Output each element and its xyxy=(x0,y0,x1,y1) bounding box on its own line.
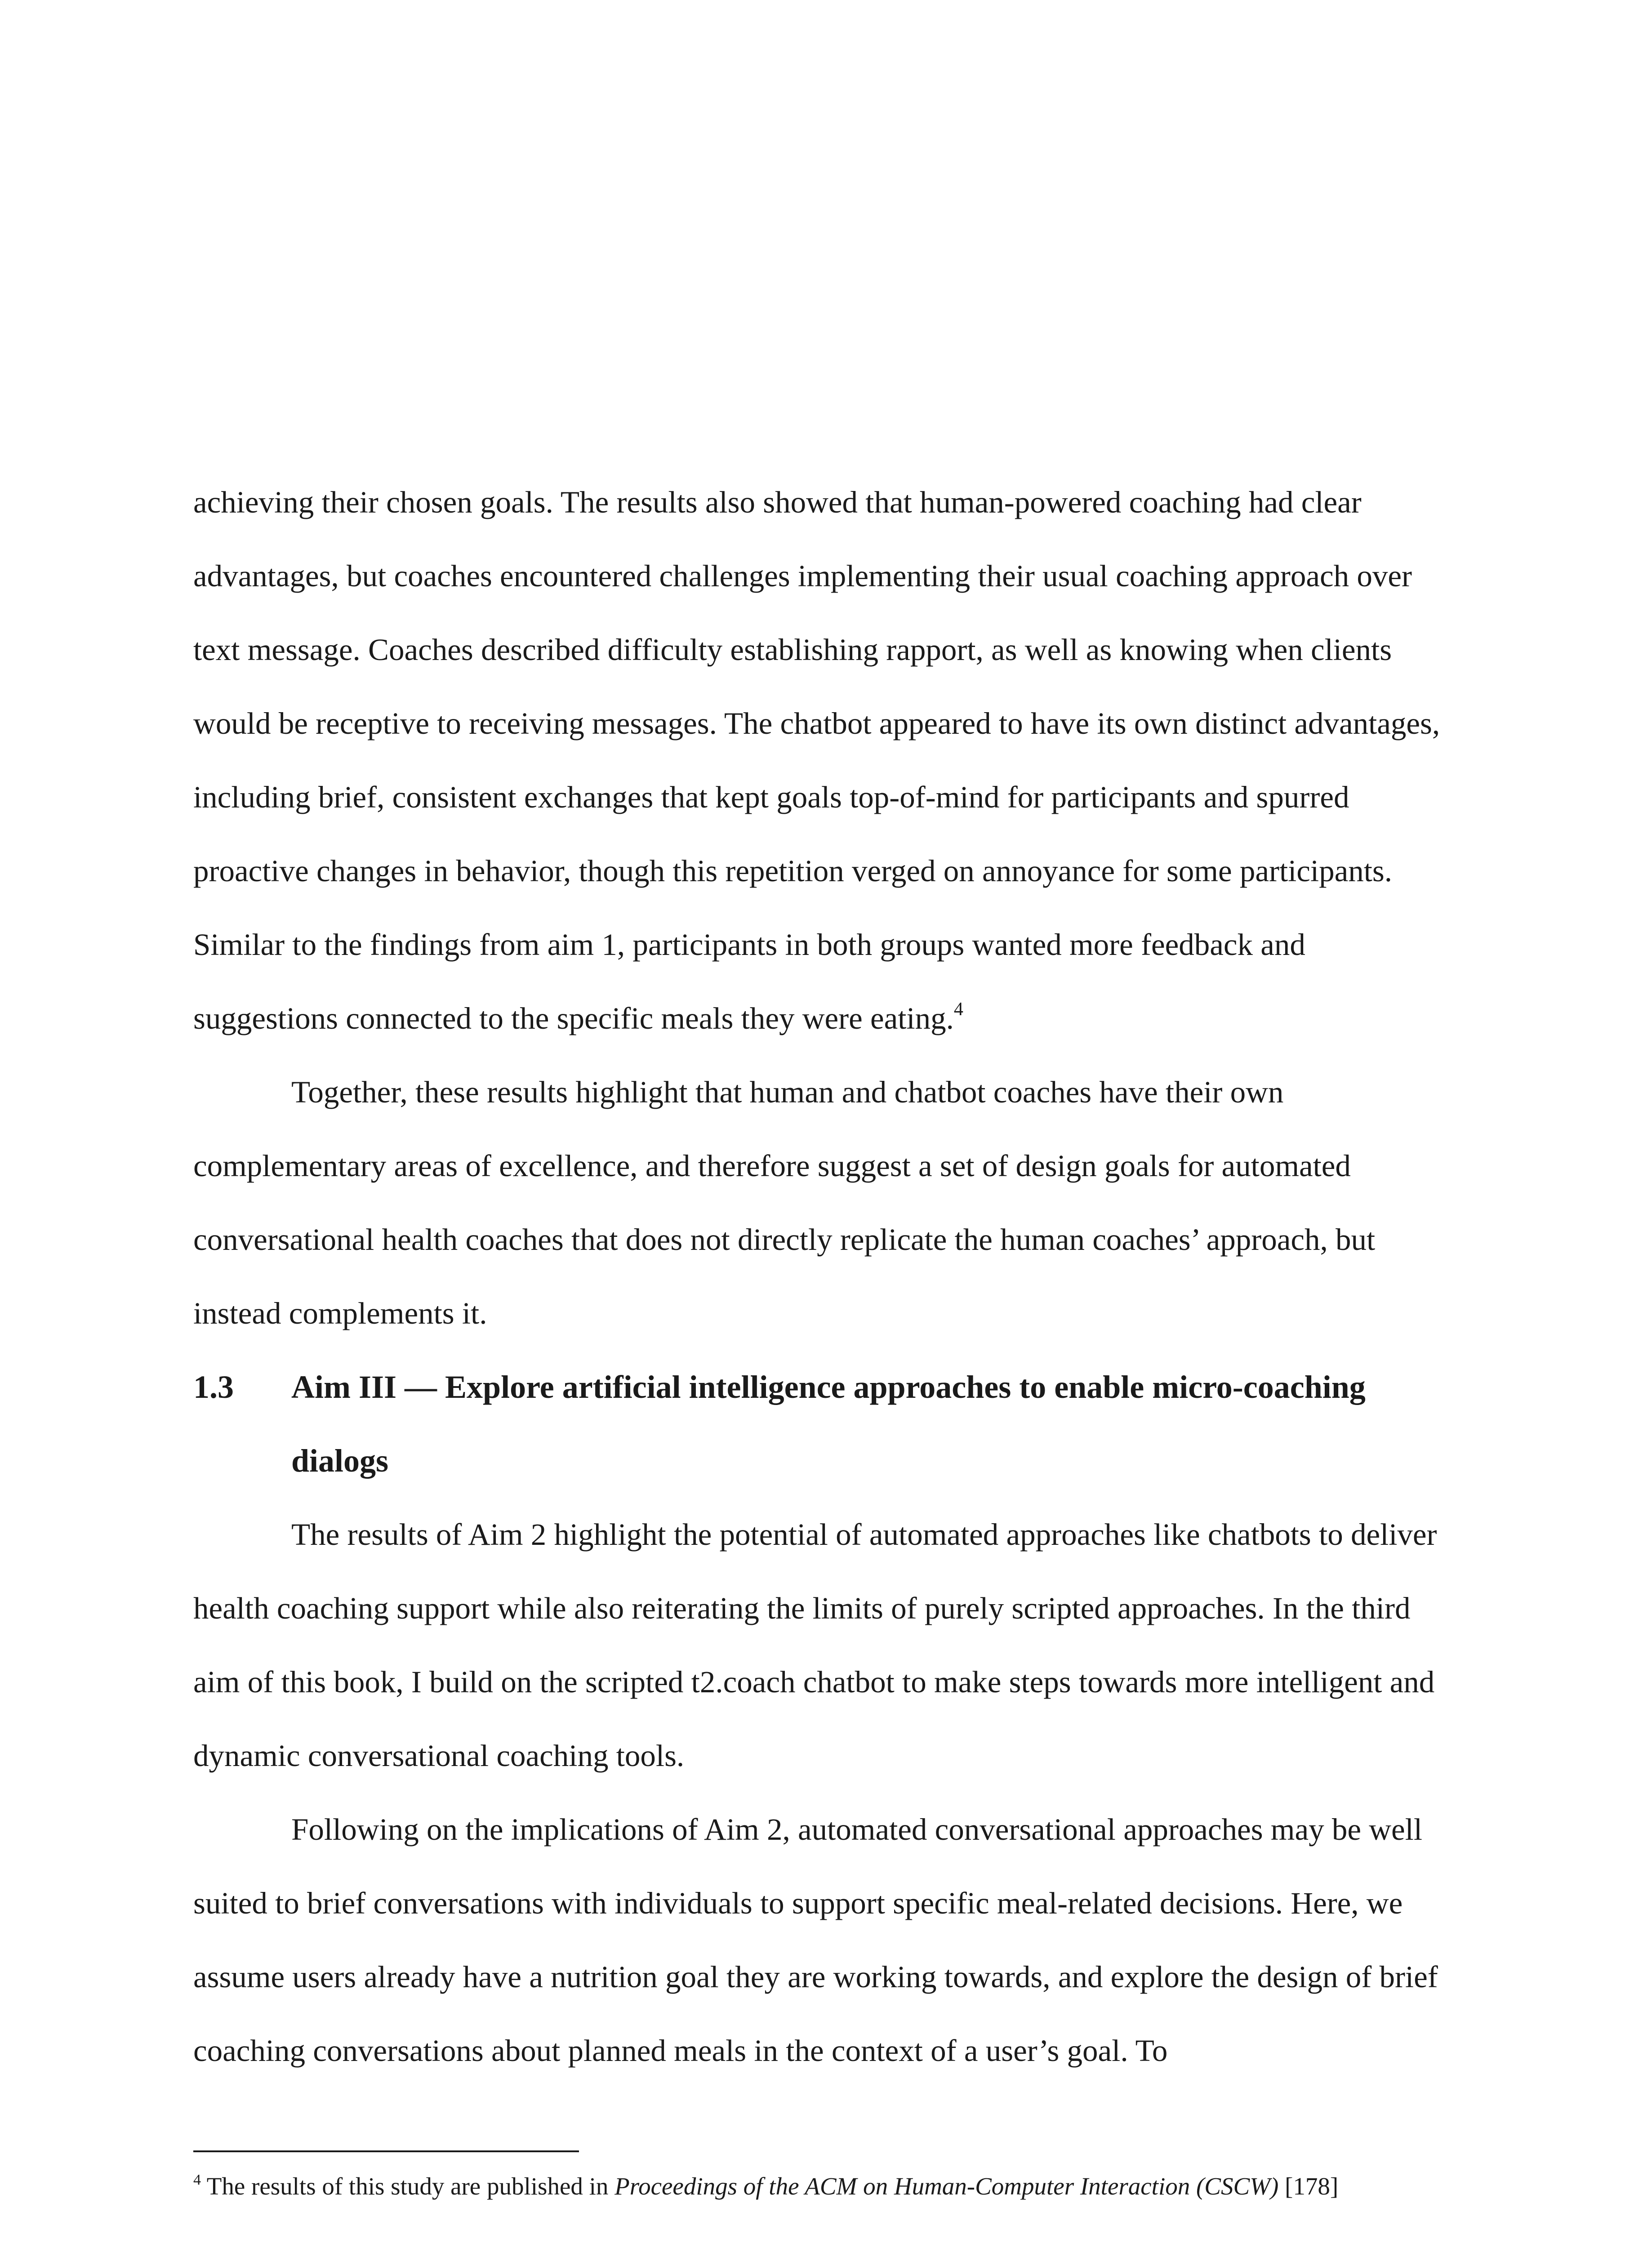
footnote xyxy=(193,2166,1474,2207)
footnote-marker: 4 xyxy=(193,2172,201,2188)
paragraph-aim2-results: The results of Aim 2 highlight the potential of automated approaches like chatbots to deliver health coaching support while also reiterating the limits of purely scripted approaches. In the third aim of this book, I build on the scripted t2.coach chatbot to make steps towards more intelligent and dynamic conversational coaching tools. xyxy=(193,1517,1437,1773)
section-number: 1.3 xyxy=(193,1369,234,1405)
footnote-text-after: [178] xyxy=(1278,2172,1339,2200)
section-heading xyxy=(193,1350,1452,1498)
footnote-text-before: The results of this study are published in xyxy=(206,2172,615,2200)
body-text xyxy=(193,465,1452,2087)
footnote-divider xyxy=(193,2150,579,2152)
paragraph-results-summary xyxy=(193,465,1452,1055)
paragraph-text: achieving their chosen goals. The results also showed that human-powered coaching had clear advantages, but coaches encountered challenges implementing their usual coaching approach over text message. Coaches described difficulty establishing rapport, as well as knowing when clients would be receptive to receiving messages. The chatbot appeared to have its own distinct advantages, including brief, consistent exchanges that kept goals top-of-mind for participants and spurred proactive changes in behavior, though this repetition verged on annoyance for some participants. Similar to the findings from aim 1, participants in both groups wanted more feedback and suggestions connected to the specific meals they were eating. xyxy=(193,485,1440,1035)
footnote-reference: 4 xyxy=(953,999,963,1020)
paragraph-together: Together, these results highlight that human and chatbot coaches have their own complementary areas of excellence, and therefore suggest a set of design goals for automated conversational health coaches that does not directly replicate the human coaches’ approach, but instead complements it. xyxy=(193,1075,1376,1330)
section-title: Aim III — Explore artificial intelligence approaches to enable micro-coaching dialogs xyxy=(291,1369,1366,1479)
footnote-venue: Proceedings of the ACM on Human-Computer Interaction (CSCW) xyxy=(614,2172,1279,2200)
paragraph-following: Following on the implications of Aim 2, automated conversational approaches may be well suited to brief conversations with individuals to support specific meal-related decisions. Here, we assume users already have a nutrition goal they are working towards, and explore the design of brief coaching conversations about planned meals in the context of a user’s goal. To xyxy=(193,1812,1438,2068)
